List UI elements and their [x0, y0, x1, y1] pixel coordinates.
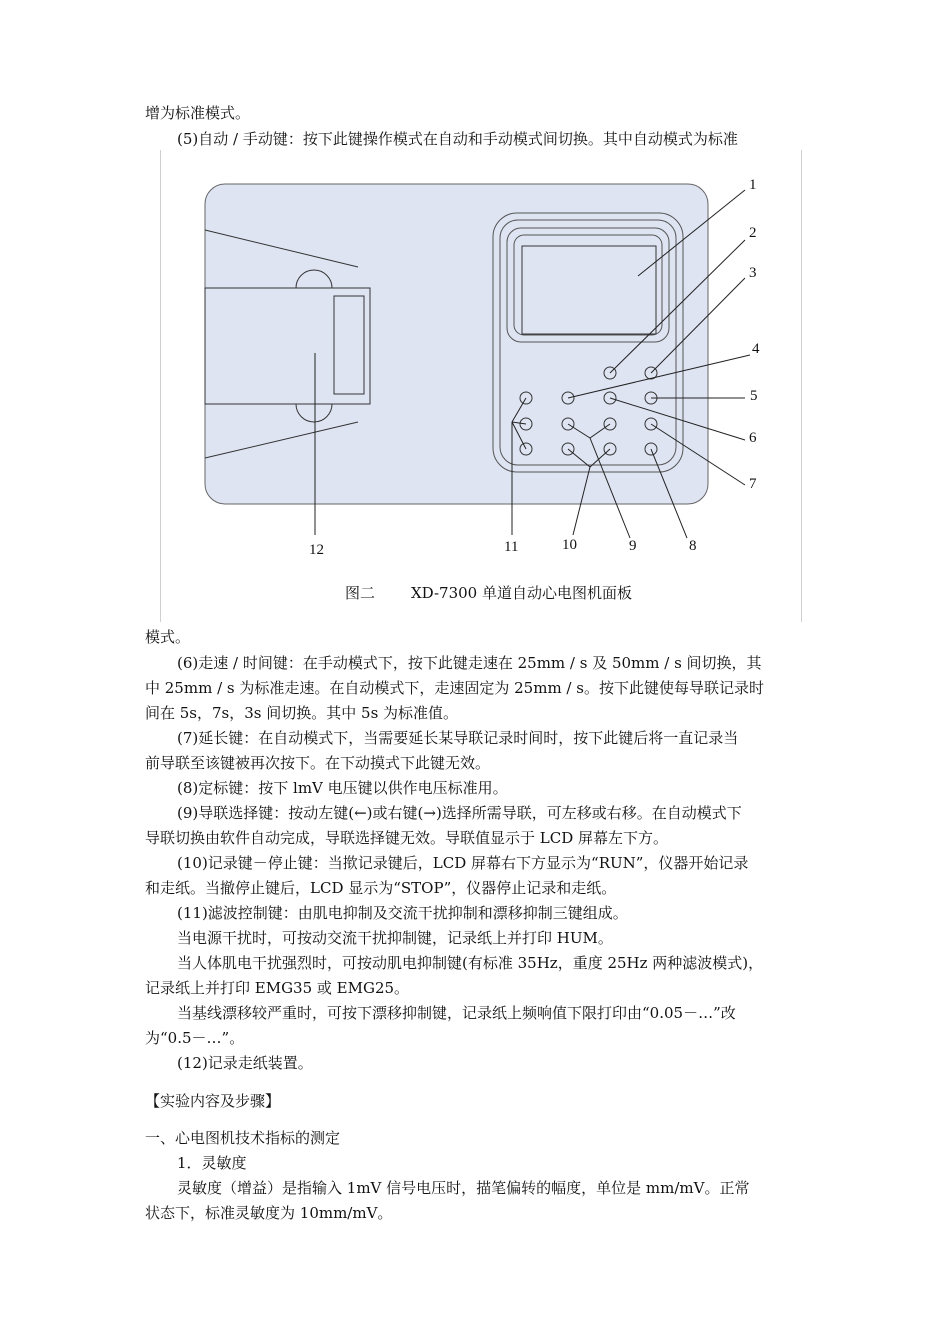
paragraph-sensitivity-2: 状态下，标准灵敏度为 10mm/mV。 [145, 1204, 393, 1222]
heading-level-2: 1．灵敏度 [177, 1154, 247, 1172]
paragraph-drift-filter-1: 当基线漂移较严重时，可按下漂移抑制键，记录纸上频响值下限打印由“0.05－…”改 [177, 1004, 736, 1022]
paragraph-mode-end: 模式。 [145, 628, 191, 646]
paragraph-filter-key: (11)滤波控制键：由肌电抑制及交流干扰抑制和漂移抑制三键组成。 [177, 904, 628, 922]
paragraph-calibration-key: (8)定标键：按下 lmV 电压键以供作电压标准用。 [177, 779, 508, 797]
paragraph-speed-time-key-2: 中 25mm / s 为标准走速。在自动模式下，走速固定为 25mm / s。按下此键使每导联记录时 [145, 679, 764, 697]
paragraph-extend-key-1: (7)延长键：在自动模式下，当需要延长某导联记录时间时，按下此键后将一直记录当 [177, 729, 739, 747]
callout-1: 1 [749, 177, 757, 193]
callout-12: 12 [309, 542, 324, 558]
callout-3: 3 [749, 265, 757, 281]
lcd-screen [522, 246, 656, 334]
callout-8: 8 [689, 538, 697, 554]
paragraph-extend-key-2: 前导联至该键被再次按下。在下动摸式下此键无效。 [145, 754, 491, 772]
callout-2: 2 [749, 225, 757, 241]
paragraph-hum-filter: 当电源干扰时，可按动交流干扰抑制键，记录纸上并打印 HUM。 [177, 929, 613, 947]
paragraph-paper-recorder: (12)记录走纸装置。 [177, 1054, 313, 1072]
caption-title: XD-7300 单道自动心电图机面板 [411, 584, 632, 602]
callout-6: 6 [749, 430, 757, 446]
paragraph-emg-filter-2: 记录纸上并打印 EMG35 或 EMG25。 [145, 979, 410, 997]
paragraph-auto-manual-key: (5)自动 / 手动键：按下此键操作模式在自动和手动模式间切换。其中自动模式为标准 [177, 130, 738, 148]
callout-4: 4 [752, 341, 760, 357]
section-heading: 【实验内容及步骤】 [145, 1092, 281, 1110]
paragraph-speed-time-key-1: (6)走速 / 时间键：在手动模式下，按下此键走速在 25mm / s 及 50mm / s 间切换，其 [177, 654, 762, 672]
ecg-panel-diagram [160, 160, 800, 580]
recorder-inner-slot [334, 296, 364, 394]
paragraph-sensitivity-1: 灵敏度（增益）是指输入 1mV 信号电压时，描笔偏转的幅度，单位是 mm/mV。正常 [177, 1179, 750, 1197]
paragraph-record-stop-key-1: (10)记录键－停止键：当揿记录键后，LCD 屏幕右下方显示为“RUN”，仪器开始记录 [177, 854, 749, 872]
paragraph-emg-filter-1: 当人体肌电干扰强烈时，可按动肌电抑制键(有标准 35Hz，重度 25Hz 两种滤波模式)， [177, 954, 764, 972]
callout-7: 7 [749, 476, 757, 492]
heading-level-1: 一、心电图机技术指标的测定 [145, 1129, 341, 1147]
paragraph-lead-select-key-1: (9)导联选择键：按动左键(←)或右键(→)选择所需导联，可左移或右移。在自动模式下 [177, 804, 742, 822]
figure-caption [345, 582, 632, 603]
paragraph-continuation: 增为标准模式。 [145, 104, 251, 122]
paragraph-speed-time-key-3: 间在 5s，7s，3s 间切换。其中 5s 为标准值。 [145, 704, 459, 722]
callout-5: 5 [750, 388, 758, 404]
callout-9: 9 [629, 538, 637, 554]
paragraph-lead-select-key-2: 导联切换由软件自动完成，导联选择键无效。导联值显示于 LCD 屏幕左下方。 [145, 829, 669, 847]
callout-10: 10 [562, 537, 577, 553]
paragraph-record-stop-key-2: 和走纸。当撤停止键后，LCD 显示为“STOP”，仪器停止记录和走纸。 [145, 879, 617, 897]
paragraph-drift-filter-2: 为“0.5－…”。 [145, 1029, 245, 1047]
caption-label: 图二 [345, 584, 376, 602]
callout-11: 11 [504, 539, 519, 555]
